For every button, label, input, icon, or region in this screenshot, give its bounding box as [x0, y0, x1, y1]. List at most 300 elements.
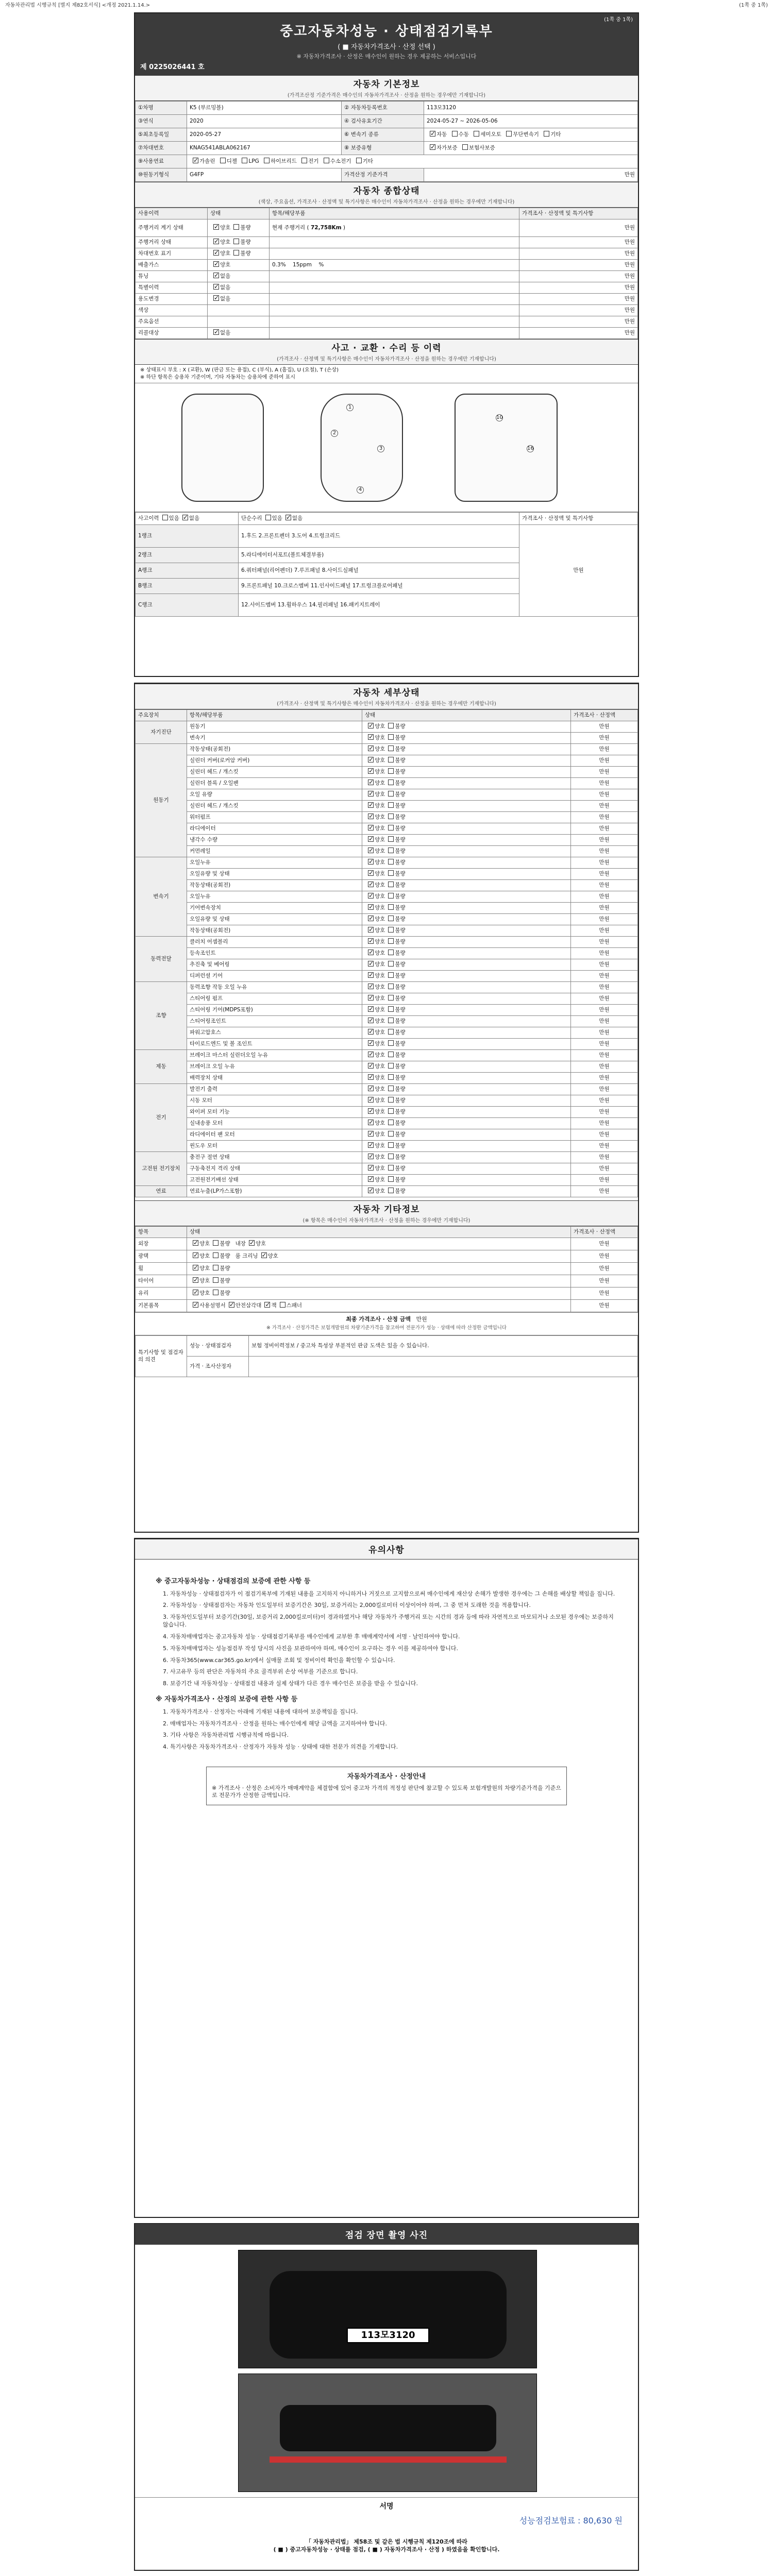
checkbox-icon [462, 144, 468, 150]
state-ok: 양호 [375, 735, 385, 741]
trans-options [424, 128, 638, 142]
checkbox-icon [368, 1165, 374, 1171]
license-plate: 113모3120 [347, 2328, 429, 2343]
state-bad: 불량 [395, 871, 406, 877]
footer-text [135, 2538, 638, 2554]
checkbox-icon [368, 995, 374, 1001]
checkbox-icon [388, 1165, 394, 1171]
detail-item-price: 만원 [571, 903, 638, 914]
accident-unit: 만원 [519, 525, 638, 617]
checkbox-icon [220, 158, 226, 163]
detail-item-label: 기어변속장치 [187, 903, 362, 914]
checkbox-icon [368, 950, 374, 955]
document-header [135, 13, 638, 75]
state-bad: 불량 [395, 1177, 406, 1183]
state-ok: 양호 [199, 1253, 210, 1260]
summary-unit: 만원 [519, 248, 638, 260]
checkbox-icon [368, 1097, 374, 1103]
detail-item-state [362, 1016, 571, 1027]
state-bad: 불량 [395, 1188, 406, 1195]
detail-row [136, 1016, 638, 1027]
notice-item: 2. 자동차성능 · 상태점검자는 자동차 인도일부터 보증기간은 30일, 보증거리는 2,000킬로미터 이상이어야 하며, 그 중 먼저 도래한 것을 적용합니다. [163, 1602, 531, 1609]
valid-label: ④ 검사유효기간 [342, 115, 424, 128]
detail-item-price: 만원 [571, 959, 638, 971]
detail-row [136, 812, 638, 823]
detail-item-price: 만원 [571, 755, 638, 767]
state-bad: 불량 [395, 769, 406, 775]
state-ok: 양호 [375, 882, 385, 889]
checkbox-icon [368, 836, 374, 842]
checkbox-icon [388, 916, 394, 921]
state-ok: 양호 [375, 1097, 385, 1104]
state-bad: 불량 [395, 950, 406, 957]
remark-label: 특기사항 및 점검자의 의견 [136, 1335, 187, 1377]
detail-item-state [362, 1005, 571, 1016]
state-bad: 불량 [395, 893, 406, 900]
summary-row-label: 용도변경 [136, 294, 208, 305]
fuel-opt: 전기 [308, 158, 319, 165]
state-none: 없음 [220, 273, 231, 280]
notice-item: 8. 보증기간 내 자동차성능 · 상태점검 내용과 실제 상태가 다른 경우 매수인은 보증을 받을 수 있습니다. [163, 1680, 418, 1687]
detail-item-label: 파워고압호스 [187, 1027, 362, 1039]
accident-legend [135, 365, 638, 383]
summary-row-label: 차대번호 표기 [136, 248, 208, 260]
sheet-3 [134, 1538, 639, 2218]
checkbox-icon [368, 1120, 374, 1125]
detail-item-price: 만원 [571, 1129, 638, 1141]
checkbox-icon [193, 1240, 198, 1246]
footer-line-2: ( ■ ) 중고자동차성능 · 상태를 점검, ( ■ ) 자동차가격조사 · 산정 ) 하였음을 확인합니다. [273, 2546, 500, 2553]
footer-line-1: 「 자동차관리법」 제58조 및 같은 법 시행규칙 제120조에 따라 [305, 2538, 468, 2545]
state-bad: 불량 [395, 984, 406, 991]
detail-item-state [362, 1107, 571, 1118]
detail-item-state [362, 891, 571, 903]
checkbox-icon [213, 239, 219, 244]
detail-group-label: 제동 [136, 1050, 187, 1084]
detail-item-state [362, 971, 571, 982]
summary-row-state [208, 219, 270, 237]
state-ok: 양호 [375, 1131, 385, 1138]
detail-item-price: 만원 [571, 1186, 638, 1197]
detail-item-state [362, 835, 571, 846]
checkbox-icon [388, 734, 394, 740]
other-subtitle: (※ 항목은 매수인이 자동차가격조사 · 산정을 원하는 경우에만 기재합니다) [303, 1217, 470, 1224]
detail-row [136, 835, 638, 846]
state-bad: 불량 [240, 225, 251, 231]
state-bad: 불량 [395, 1029, 406, 1036]
detail-item-label: 오일 유량 [187, 789, 362, 801]
detail-item-state [362, 1152, 571, 1163]
detail-item-label: 배력장치 상태 [187, 1073, 362, 1084]
checkbox-icon [368, 870, 374, 876]
total-value: 만원 [416, 1316, 427, 1323]
remark-table [135, 1335, 638, 1377]
state-ok: 양호 [375, 746, 385, 753]
state-bad: 불량 [395, 1063, 406, 1070]
checkbox-icon [368, 1052, 374, 1057]
rank-parts: 6.쿼터패널(리어펜더) 7.루프패널 8.사이드실패널 [239, 563, 519, 579]
basic-info-table [135, 101, 638, 182]
detail-item-label: 변속기 [187, 733, 362, 744]
checkbox-icon [261, 1252, 267, 1258]
state-ok: 양호 [220, 225, 231, 231]
summary-unit: 만원 [519, 260, 638, 271]
detail-item-state [362, 903, 571, 914]
detail-row [136, 1175, 638, 1186]
detail-item-label: 라디에이터 팬 모터 [187, 1129, 362, 1141]
detail-item-label: 타이로드엔드 및 볼 조인트 [187, 1039, 362, 1050]
summary-row-label: 주요옵션 [136, 316, 208, 328]
detail-item-state [362, 1186, 571, 1197]
state-ok: 양호 [199, 1290, 210, 1297]
detail-row [136, 1129, 638, 1141]
opt-yes: 있음 [169, 515, 179, 522]
detail-item-price: 만원 [571, 812, 638, 823]
state-ok: 양호 [375, 871, 385, 877]
checkbox-icon [388, 961, 394, 967]
state-ok: 양호 [375, 893, 385, 900]
other-unit: 만원 [571, 1275, 638, 1287]
state-ok: 양호 [375, 1063, 385, 1070]
detail-item-state [362, 1163, 571, 1175]
detail-row [136, 1050, 638, 1061]
document-subtitle: ( ■ 자동차가격조사 · 산정 선택 ) [338, 43, 435, 52]
remark-row-label: 성능 · 상태점검자 [187, 1335, 249, 1356]
detail-item-state [362, 1061, 571, 1073]
detail-item-price: 만원 [571, 1073, 638, 1084]
opt-no: 없음 [292, 515, 303, 522]
detail-item-price: 만원 [571, 880, 638, 891]
header-page: (1쪽 중 1쪽) [604, 17, 633, 23]
detail-item-state [362, 959, 571, 971]
checkbox-icon [388, 779, 394, 785]
detail-item-label: 실린더 커버(로커암 커버) [187, 755, 362, 767]
checkbox-icon [544, 131, 549, 137]
opt-yes: 있음 [272, 515, 282, 522]
detail-row [136, 1152, 638, 1163]
detail-col-device: 주요장치 [136, 710, 187, 721]
rank-parts: 9.프론트패널 10.크로스멤버 11.인사이드패널 17.트렁크플로어패널 [239, 579, 519, 594]
checkbox-icon [388, 1006, 394, 1012]
detail-item-label: 시동 모터 [187, 1095, 362, 1107]
detail-item-price: 만원 [571, 1163, 638, 1175]
state-ok: 양호 [199, 1241, 210, 1247]
checkbox-icon [368, 859, 374, 865]
rank-label: 2랭크 [136, 548, 239, 563]
checkbox-icon [249, 1240, 255, 1246]
basic-items-label: 기본품목 [136, 1300, 187, 1312]
detail-item-state [362, 1175, 571, 1186]
other-row-label: 외장 [136, 1238, 187, 1250]
state-bad: 불량 [395, 927, 406, 934]
state-ok: 양호 [375, 814, 385, 821]
summary-unit: 만원 [519, 305, 638, 316]
accident-table [135, 512, 638, 617]
state-ok: 양호 [375, 927, 385, 934]
detail-row [136, 993, 638, 1005]
checkbox-icon [388, 1142, 394, 1148]
detail-item-label: 연료누출(LP가스포함) [187, 1186, 362, 1197]
detail-item-price: 만원 [571, 733, 638, 744]
detail-row [136, 721, 638, 733]
fuel-label: ⑨사용연료 [136, 155, 187, 168]
summary-row-state [208, 271, 270, 282]
checkbox-icon [229, 1302, 234, 1308]
other-col-item: 항목 [136, 1227, 187, 1238]
summary-col-price: 가격조사 · 산정액 및 특기사항 [519, 208, 638, 219]
valid-value: 2024-05-27 ~ 2026-05-06 [424, 115, 638, 128]
summary-col-detail: 항목/해당부품 [270, 208, 519, 219]
detail-item-state [362, 1129, 571, 1141]
detail-item-label: 스티어링조인트 [187, 1016, 362, 1027]
fuel-opt: LPG [248, 158, 259, 165]
checkbox-icon [388, 1131, 394, 1137]
summary-unit: 만원 [519, 282, 638, 294]
detail-item-state [362, 767, 571, 778]
state-bad: 불량 [395, 916, 406, 923]
summary-unit: 만원 [519, 237, 638, 248]
state-ok: 양호 [375, 1086, 385, 1093]
detail-item-label: 스티어링 펌프 [187, 993, 362, 1005]
state-ok: 양호 [375, 837, 385, 843]
checkbox-icon [368, 1018, 374, 1023]
checkbox-icon [388, 1074, 394, 1080]
detail-group-label: 원동기 [136, 744, 187, 857]
state-bad: 불량 [395, 1131, 406, 1138]
detail-row [136, 846, 638, 857]
detail-item-state [362, 812, 571, 823]
summary-table [135, 208, 638, 339]
detail-item-label: 동력조향 작동 오일 누유 [187, 982, 362, 993]
total-label: 최종 가격조사 · 산정 금액 [346, 1316, 411, 1323]
fee-label: 성능점검보험료 : 80,630 원 [519, 2516, 623, 2526]
detail-item-label: 발전기 출력 [187, 1084, 362, 1095]
detail-item-state [362, 755, 571, 767]
detail-item-label: 실린더 헤드 / 개스킷 [187, 767, 362, 778]
checkbox-icon [388, 791, 394, 796]
detail-item-state [362, 846, 571, 857]
checkbox-icon [388, 984, 394, 989]
front-photo [238, 2250, 537, 2368]
detail-item-price: 만원 [571, 891, 638, 903]
checkbox-icon [368, 1176, 374, 1182]
state-bad: 불량 [395, 1165, 406, 1172]
detail-row [136, 948, 638, 959]
state-ok: 양호 [375, 803, 385, 809]
detail-col-state: 상태 [362, 710, 571, 721]
detail-item-price: 만원 [571, 744, 638, 755]
checkbox-icon [388, 950, 394, 955]
checkbox-icon [213, 1265, 219, 1270]
checkbox-icon [368, 1074, 374, 1080]
basic-item: 스패너 [286, 1302, 303, 1309]
rank-label: C랭크 [136, 594, 239, 617]
detail-item-price: 만원 [571, 767, 638, 778]
notice-sub2: ※ 자동차가격조사 · 산정의 보증에 관한 사항 등 [156, 1696, 298, 1704]
detail-item-state [362, 937, 571, 948]
state-ok: 양호 [375, 905, 385, 911]
checkbox-icon [233, 250, 239, 256]
state-ok: 양호 [267, 1253, 278, 1260]
summary-row-label: 색상 [136, 305, 208, 316]
detail-col-price: 가격조사 · 산정액 [571, 710, 638, 721]
state-ok: 양호 [375, 1029, 385, 1036]
checkbox-icon [193, 1277, 198, 1283]
detail-group-label: 고전원 전기장치 [136, 1152, 187, 1186]
detail-item-state [362, 744, 571, 755]
detail-row [136, 914, 638, 925]
detail-item-price: 만원 [571, 846, 638, 857]
detail-item-price: 만원 [571, 937, 638, 948]
checkbox-icon [368, 1040, 374, 1046]
detail-row [136, 891, 638, 903]
detail-title: 자동차 세부상태 [353, 688, 420, 698]
summary-row-state [208, 248, 270, 260]
state-ok: 양호 [375, 984, 385, 991]
state-ok: 양호 [375, 757, 385, 764]
trans-opt: 무단변속기 [513, 131, 539, 138]
detail-item-price: 만원 [571, 1027, 638, 1039]
checkbox-icon [242, 158, 247, 163]
detail-item-label: 추진축 및 베어링 [187, 959, 362, 971]
detail-item-price: 만원 [571, 1141, 638, 1152]
detail-group-label: 조향 [136, 982, 187, 1050]
accident-price-col: 가격조사 · 산정액 및 특기사항 [519, 513, 638, 525]
accident-history-row [136, 513, 239, 525]
document-note: ※ 자동차가격조사 · 산정은 매수인이 원하는 경우 제공하는 서비스입니다 [296, 53, 477, 60]
detail-item-price: 만원 [571, 1039, 638, 1050]
state-bad: 불량 [220, 1265, 230, 1272]
accident-label: 사고이력 [138, 515, 159, 522]
reg-no-value: 113모3120 [424, 101, 638, 115]
checkbox-icon [368, 814, 374, 819]
checkbox-icon [388, 723, 394, 728]
total-note: ※ 가격조사 · 산정가격은 보험개발원의 차량기준가격을 참고하여 전문가가 성능 · 상태에 따라 산정한 금액입니다 [266, 1325, 507, 1331]
detail-item-label: 오일유량 및 상태 [187, 914, 362, 925]
summary-row-label: 특별이력 [136, 282, 208, 294]
state-ok: 양호 [375, 1041, 385, 1047]
rank-parts: 12.사이드멤버 13.휠하우스 14.필러패널 16.패키지트레이 [239, 594, 519, 617]
detail-item-state [362, 993, 571, 1005]
under-photo [238, 2374, 537, 2492]
car-outline-left [181, 394, 264, 502]
state-ok: 양호 [255, 1241, 266, 1247]
detail-item-label: 윈도우 모터 [187, 1141, 362, 1152]
summary-row-label: 튜닝 [136, 271, 208, 282]
state-bad: 불량 [395, 780, 406, 787]
checkbox-icon [368, 757, 374, 762]
state-ok: 양호 [375, 1143, 385, 1149]
detail-item-label: 고전원전기배선 상태 [187, 1175, 362, 1186]
checkbox-icon [388, 1097, 394, 1103]
trans-label: ⑥ 변속기 종류 [342, 128, 424, 142]
summary-unit: 만원 [519, 316, 638, 328]
basic-subtitle: (가격조산정 기준가격은 매수인의 자동차가격조사 · 산정을 원하는 경우에만 기재합니다) [287, 92, 486, 98]
motor-value: G4FP [187, 168, 342, 182]
other-table [135, 1226, 638, 1312]
fuel-options [187, 155, 638, 168]
state-bad: 불량 [395, 1052, 406, 1059]
detail-item-state [362, 778, 571, 789]
detail-row [136, 925, 638, 937]
sheet-1 [134, 12, 639, 677]
detail-item-price: 만원 [571, 1005, 638, 1016]
basic-item: 안전삼각대 [235, 1302, 262, 1309]
checkbox-icon [368, 904, 374, 910]
other-title: 자동차 기타정보 [353, 1205, 420, 1215]
checkbox-icon [368, 825, 374, 831]
notice-box [135, 1560, 638, 1816]
fuel-opt: 수소전기 [330, 158, 351, 165]
checkbox-icon [368, 1063, 374, 1069]
checkbox-icon [388, 1120, 394, 1125]
basic-items [187, 1300, 571, 1312]
checkbox-icon [388, 745, 394, 751]
checkbox-icon [368, 848, 374, 853]
state-ok: 양호 [375, 1052, 385, 1059]
summary-row-label: 주행거리 계기 상태 [136, 219, 208, 237]
checkbox-icon [368, 723, 374, 728]
detail-item-price: 만원 [571, 993, 638, 1005]
basic-item: 사용설명서 [199, 1302, 226, 1309]
other-row-label: 내장 [235, 1241, 246, 1247]
rank-label: A랭크 [136, 563, 239, 579]
checkbox-icon [430, 144, 435, 150]
checkbox-icon [193, 1302, 198, 1308]
detail-item-label: 브레이크 오일 누유 [187, 1061, 362, 1073]
checkbox-icon [368, 802, 374, 808]
checkbox-icon [368, 1188, 374, 1193]
checkbox-icon [506, 131, 512, 137]
checkbox-icon [324, 158, 329, 163]
notice-item2: 2. 매매업자는 자동차가격조사 · 산정을 원하는 매수인에게 해당 금액을 고지하여야 합니다. [163, 1720, 387, 1727]
state-ok: 양호 [220, 239, 231, 246]
fuel-opt: 하이브리드 [271, 158, 297, 165]
summary-unit: 만원 [519, 271, 638, 282]
base-price-unit: 만원 [424, 168, 638, 182]
detail-item-label: 오일유량 및 상태 [187, 869, 362, 880]
checkbox-icon [368, 779, 374, 785]
notice-title: 유의사항 [368, 1545, 405, 1555]
detail-subtitle: (가격조사 · 산정액 및 특기사항은 매수인이 자동차가격조사 · 산정을 원하는 경우에만 기재합니다) [277, 701, 496, 707]
diagram-marker: 16 [527, 446, 534, 451]
checkbox-icon [368, 893, 374, 899]
checkbox-icon [388, 995, 394, 1001]
state-ok: 양호 [375, 995, 385, 1002]
trans-opt: 세미오토 [480, 131, 501, 138]
doc-no-label: 제 [140, 63, 147, 72]
page-count: (1쪽 중 1쪽) [739, 3, 768, 9]
other-unit: 만원 [571, 1250, 638, 1263]
detail-item-price: 만원 [571, 857, 638, 869]
detail-group-label: 전기 [136, 1084, 187, 1152]
detail-item-state [362, 1095, 571, 1107]
doc-no-value: 0225026441 [149, 63, 196, 72]
checkbox-icon [368, 916, 374, 921]
state-bad: 불량 [395, 1086, 406, 1093]
rank-parts: 5.라디에이터서포트(볼트체결부품) [239, 548, 519, 563]
sheet-2 [134, 683, 639, 1533]
detail-item-state [362, 1084, 571, 1095]
state-bad: 불량 [220, 1253, 230, 1260]
fuel-opt: 가솔린 [199, 158, 215, 165]
emission-hc: 15ppm [293, 262, 312, 268]
checkbox-icon [368, 734, 374, 740]
mileage-value: 72,758Km [310, 225, 342, 231]
checkbox-icon [388, 825, 394, 831]
detail-item-state [362, 801, 571, 812]
rank-label: B랭크 [136, 579, 239, 594]
